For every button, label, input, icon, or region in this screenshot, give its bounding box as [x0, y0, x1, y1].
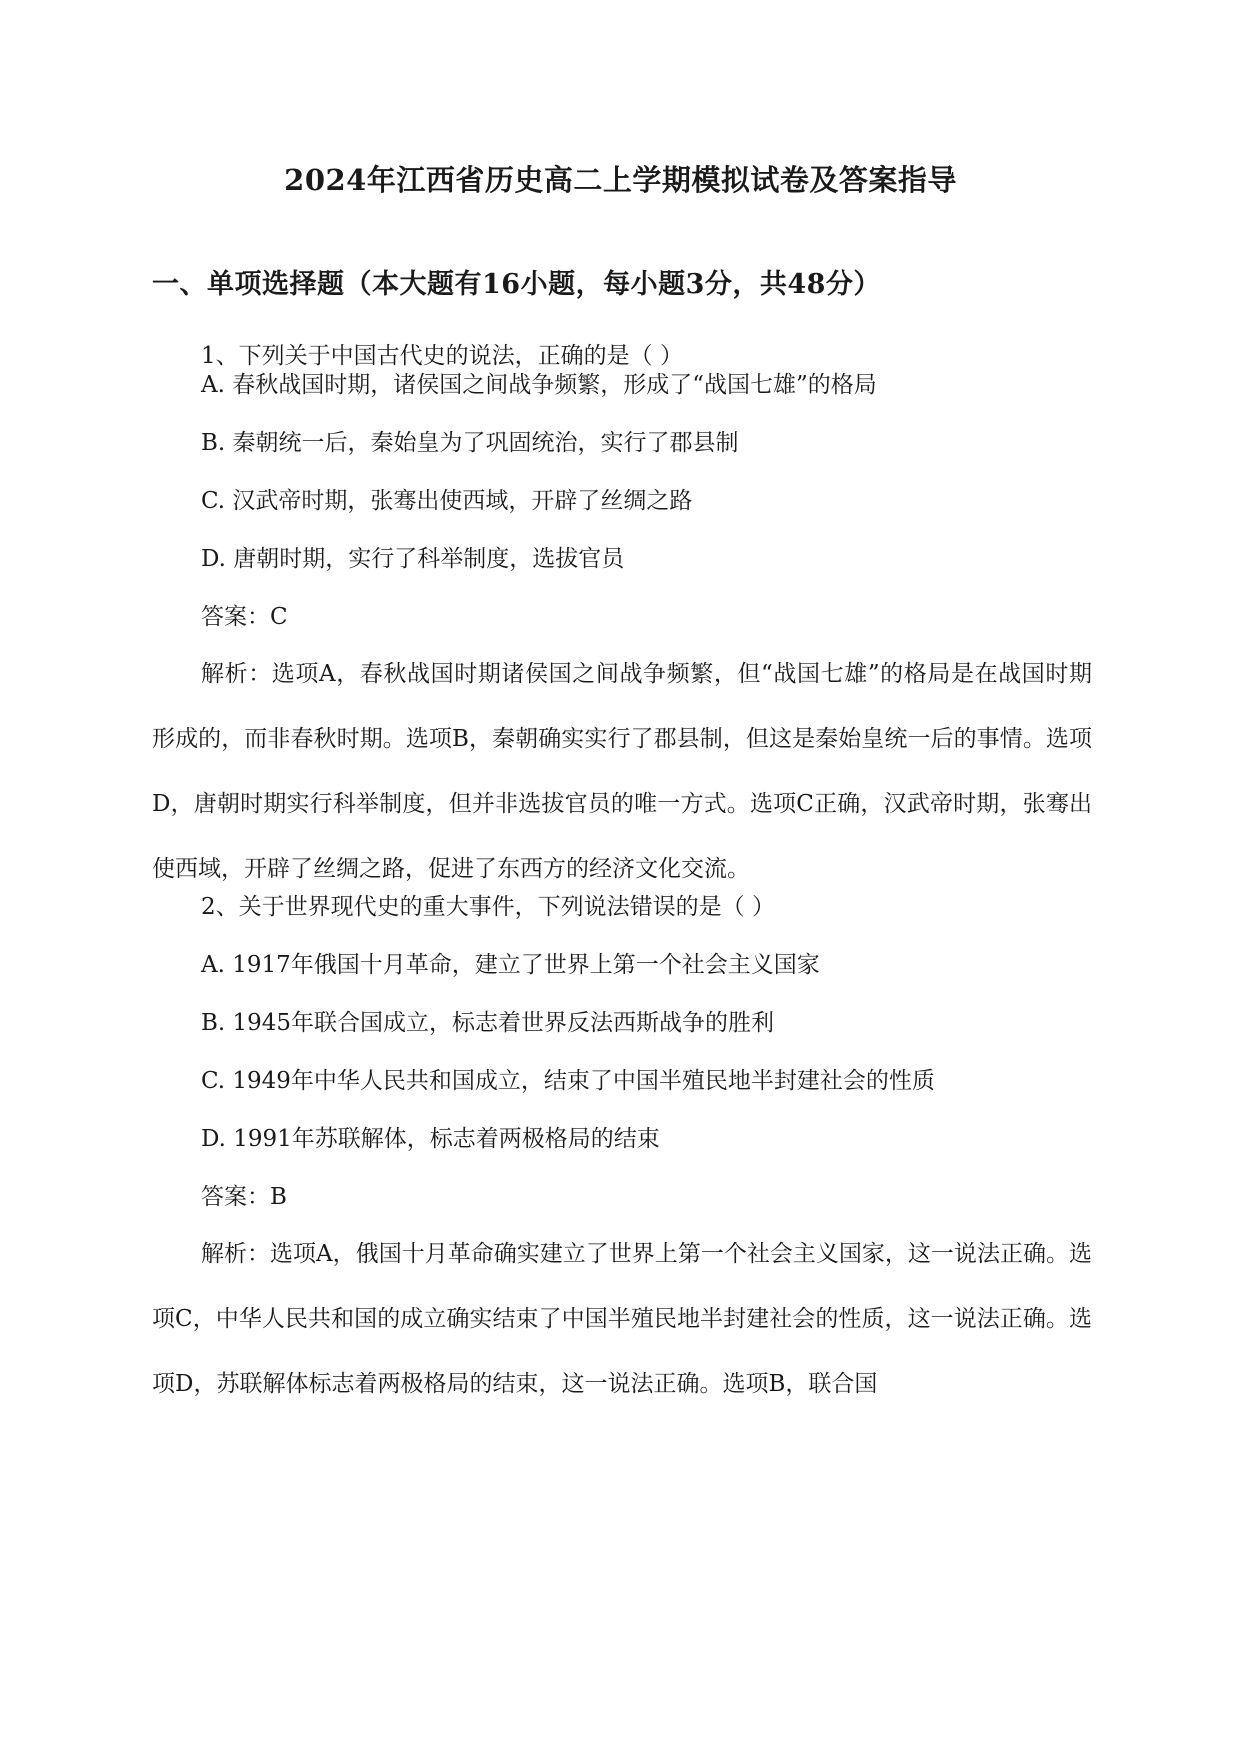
question-1-stem: 1、下列关于中国古代史的说法，正确的是（ ）	[201, 343, 683, 369]
question-2-option-c: C. 1949年中华人民共和国成立，结束了中国半殖民地半封建社会的性质	[201, 1068, 935, 1094]
question-2-option-a: A. 1917年俄国十月革命，建立了世界上第一个社会主义国家	[201, 952, 820, 978]
question-2-analysis: 解析：选项A，俄国十月革命确实建立了世界上第一个社会主义国家，这一说法正确。选项C，中华人民共和国的成立确实结束了中国半殖民地半封建社会的性质，这一说法正确。选项D，苏联解体标志着两极格局的结束，这一说法正确。选项B，联合国	[152, 1241, 1092, 1397]
question-2-stem: 2、关于世界现代史的重大事件，下列说法错误的是（ ）	[201, 894, 775, 920]
question-1-option-a: A. 春秋战国时期，诸侯国之间战争频繁，形成了“战国七雄”的格局	[201, 372, 877, 398]
question-1-answer: 答案：C	[201, 604, 288, 630]
question-1-analysis: 解析：选项A，春秋战国时期诸侯国之间战争频繁，但“战国七雄”的格局是在战国时期形成的，而非春秋时期。选项B，秦朝确实实行了郡县制，但这是秦始皇统一后的事情。选项D，唐朝时期实行科举制度，但并非选拔官员的唯一方式。选项C正确，汉武帝时期，张骞出使西域，开辟了丝绸之路，促进了东西方的经济文化交流。	[152, 661, 1092, 882]
question-1-option-b: B. 秦朝统一后，秦始皇为了巩固统治，实行了郡县制	[201, 430, 739, 456]
question-2-answer: 答案：B	[201, 1184, 287, 1210]
document-title: 2024年江西省历史高二上学期模拟试卷及答案指导	[284, 163, 957, 197]
section-heading: 一、单项选择题（本大题有16小题，每小题3分，共48分）	[152, 269, 881, 300]
question-2-option-d: D. 1991年苏联解体，标志着两极格局的结束	[201, 1126, 660, 1152]
question-2-option-b: B. 1945年联合国成立，标志着世界反法西斯战争的胜利	[201, 1010, 775, 1036]
question-1-option-d: D. 唐朝时期，实行了科举制度，选拔官员	[201, 546, 625, 572]
question-1-option-c: C. 汉武帝时期，张骞出使西域，开辟了丝绸之路	[201, 488, 693, 514]
